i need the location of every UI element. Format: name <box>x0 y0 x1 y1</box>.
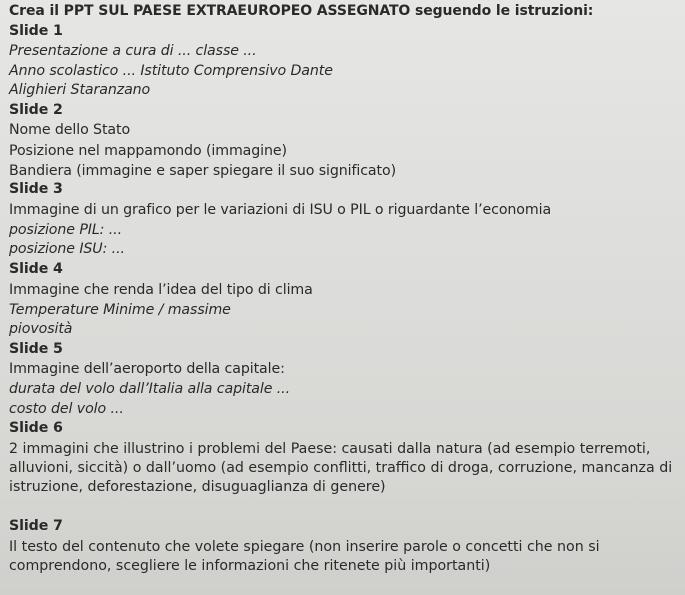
slide-5-line-1: Immagine dell’aeroporto della capitale: <box>9 361 285 377</box>
slide-1-line-2: Anno scolastico ... Istituto Comprensivo Dante <box>9 63 333 79</box>
slide-7-heading: Slide 7 <box>9 518 63 534</box>
slide-6-paragraph: 2 immagini che illustrino i problemi del Paese: causati dalla natura (ad esempio terremoti, alluvioni, siccità) o dall’uomo (ad esempio conflitti, traffico di droga, corruzione, mancanza di istruzione, deforestazione, disuguaglianza di genere) <box>9 441 673 496</box>
slide-4-heading: Slide 4 <box>9 261 63 277</box>
slide-5-line-3: costo del volo ... <box>9 401 124 417</box>
slide-3-heading: Slide 3 <box>9 181 63 197</box>
slide-3-line-1: Immagine di un grafico per le variazioni di ISU o PIL o riguardante l’economia <box>9 202 552 218</box>
slide-1-line-1: Presentazione a cura di ... classe ... <box>9 43 257 59</box>
slide-7-paragraph: Il testo del contenuto che volete spiegare (non inserire parole o concetti che non si comprendono, scegliere le informazioni che ritenete più importanti) <box>9 539 600 575</box>
document-title: Crea il PPT SUL PAESE EXTRAEUROPEO ASSEGNATO seguendo le istruzioni: <box>9 3 594 19</box>
slide-4-line-1: Immagine che renda l’idea del tipo di clima <box>9 282 313 298</box>
slide-5-line-2: durata del volo dall’Italia alla capitale ... <box>9 381 290 397</box>
slide-4-line-3: piovosità <box>9 321 73 337</box>
slide-2-heading: Slide 2 <box>9 102 63 118</box>
slide-3-line-3: posizione ISU: ... <box>9 241 125 257</box>
slide-3-line-2: posizione PIL: ... <box>9 222 122 238</box>
slide-1-heading: Slide 1 <box>9 23 63 39</box>
slide-2-line-3: Bandiera (immagine e saper spiegare il suo significato) <box>9 163 396 179</box>
slide-6-heading: Slide 6 <box>9 420 63 436</box>
slide-2-line-1: Nome dello Stato <box>9 122 131 138</box>
slide-4-line-2: Temperature Minime / massime <box>9 302 231 318</box>
slide-2-line-2: Posizione nel mappamondo (immagine) <box>9 143 287 159</box>
slide-1-line-3: Alighieri Staranzano <box>9 82 151 98</box>
slide-5-heading: Slide 5 <box>9 341 63 357</box>
